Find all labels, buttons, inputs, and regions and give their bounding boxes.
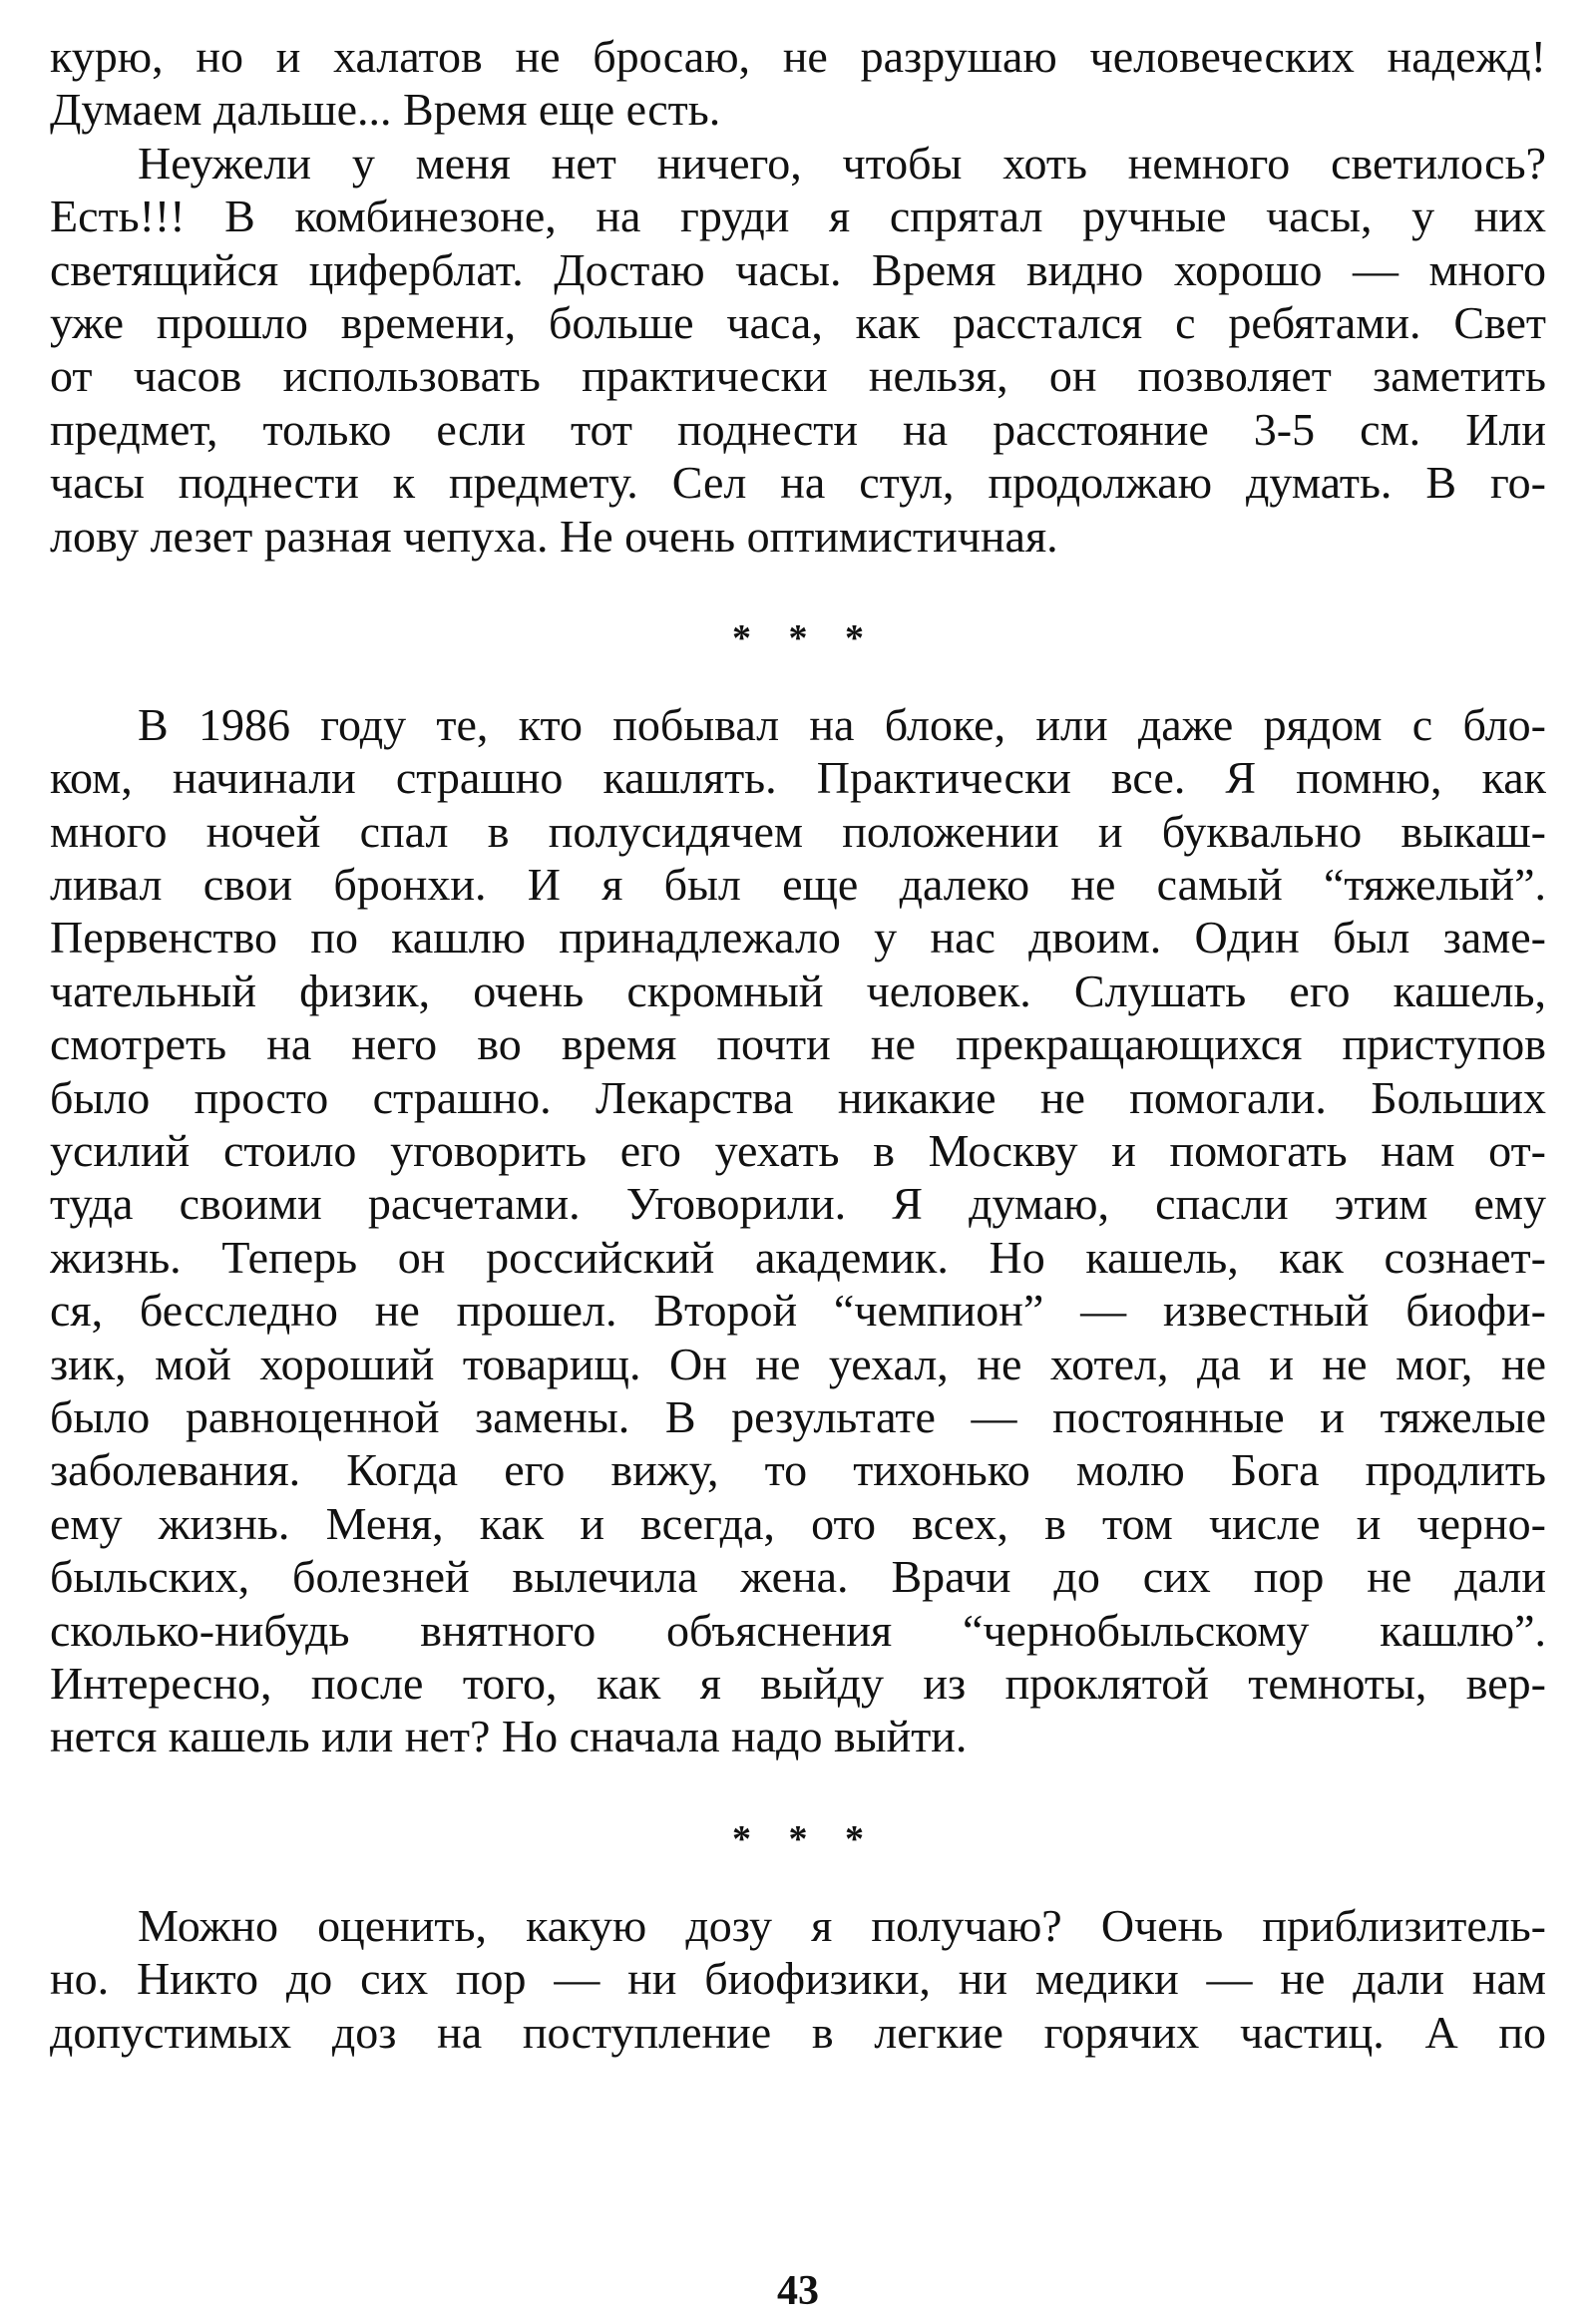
text-line: Можно оценить, какую дозу я получаю? Очень приблизитель- xyxy=(138,1899,1546,1951)
text-line: Думаем дальше... Время еще есть. xyxy=(50,84,721,136)
section-separator: * * * xyxy=(732,1817,878,1860)
paragraph-2 xyxy=(50,137,1546,563)
text-line: туда своими расчетами. Уговорили. Я думаю, спасли этим ему xyxy=(50,1178,1546,1230)
text-line: заболевания. Когда его вижу, то тихонько молю Бога продлить xyxy=(50,1444,1546,1496)
text-line: жизнь. Теперь он российский академик. Но кашель, как сознает- xyxy=(50,1231,1546,1283)
text-line: В 1986 году те, кто побывал на блоке, или даже рядом с бло- xyxy=(138,698,1546,750)
text-line: усилий стоило уговорить его уехать в Москву и помогать нам от- xyxy=(50,1125,1546,1177)
text-line: уже прошло времени, больше часа, как расстался с ребятами. Свет xyxy=(50,296,1546,348)
page-number: 43 xyxy=(777,2268,819,2314)
text-line: нется кашель или нет? Но сначала надо выйти. xyxy=(50,1711,968,1762)
text-line: Интересно, после того, как я выйду из проклятой темноты, вер- xyxy=(50,1657,1546,1709)
paragraph-3 xyxy=(50,698,1546,1763)
text-line: было равноценной замены. В результате — постоянные и тяжелые xyxy=(50,1390,1546,1442)
text-line: сколько-нибудь внятного объяснения “чернобыльскому кашлю”. xyxy=(50,1604,1546,1656)
text-line: предмет, только если тот поднести на расстояние 3-5 см. Или xyxy=(50,403,1546,455)
text-line: зик, мой хороший товарищ. Он не уехал, не хотел, да и не мог, не xyxy=(50,1338,1546,1389)
section-separator: * * * xyxy=(732,616,878,659)
text-line: от часов использовать практически нельзя, он позволяет заметить xyxy=(50,350,1546,402)
text-line: часы поднести к предмету. Сел на стул, продолжаю думать. В го- xyxy=(50,457,1546,509)
text-line: чательный физик, очень скромный человек. Слушать его кашель, xyxy=(50,965,1546,1016)
text-line: быльских, болезней вылечила жена. Врачи до сих пор не дали xyxy=(50,1551,1546,1603)
text-line: Первенство по кашлю принадлежало у нас двоим. Один был заме- xyxy=(50,912,1546,964)
paragraph-1 xyxy=(50,30,1546,137)
text-line: ливал свои бронхи. И я был еще далеко не самый “тяжелый”. xyxy=(50,859,1546,911)
text-line: Есть!!! В комбинезоне, на груди я спрятал ручные часы, у них xyxy=(50,191,1546,242)
text-line: допустимых доз на поступление в легкие горячих частиц. А по xyxy=(50,2006,1546,2058)
text-line: лову лезет разная чепуха. Не очень оптимистичная. xyxy=(50,510,1058,562)
text-line: было просто страшно. Лекарства никакие не помогали. Больших xyxy=(50,1071,1546,1123)
text-line: ся, бесследно не прошел. Второй “чемпион” — известный биофи- xyxy=(50,1285,1546,1337)
paragraph-4 xyxy=(50,1899,1546,2059)
text-line: курю, но и халатов не бросаю, не разрушаю человеческих надежд! xyxy=(50,31,1546,82)
text-line: смотреть на него во время почти не прекращающихся приступов xyxy=(50,1018,1546,1070)
text-line: много ночей спал в полусидячем положении и буквально выкаш- xyxy=(50,805,1546,857)
text-line: но. Никто до сих пор — ни биофизики, ни медики — не дали нам xyxy=(50,1953,1546,2005)
text-line: светящийся циферблат. Достаю часы. Время видно хорошо — много xyxy=(50,243,1546,295)
text-line: ему жизнь. Меня, как и всегда, ото всех, в том числе и черно- xyxy=(50,1497,1546,1549)
text-line: ком, начинали страшно кашлять. Практически все. Я помню, как xyxy=(50,752,1546,804)
text-line: Неужели у меня нет ничего, чтобы хоть немного светилось? xyxy=(138,137,1546,189)
book-page xyxy=(50,30,1546,2059)
